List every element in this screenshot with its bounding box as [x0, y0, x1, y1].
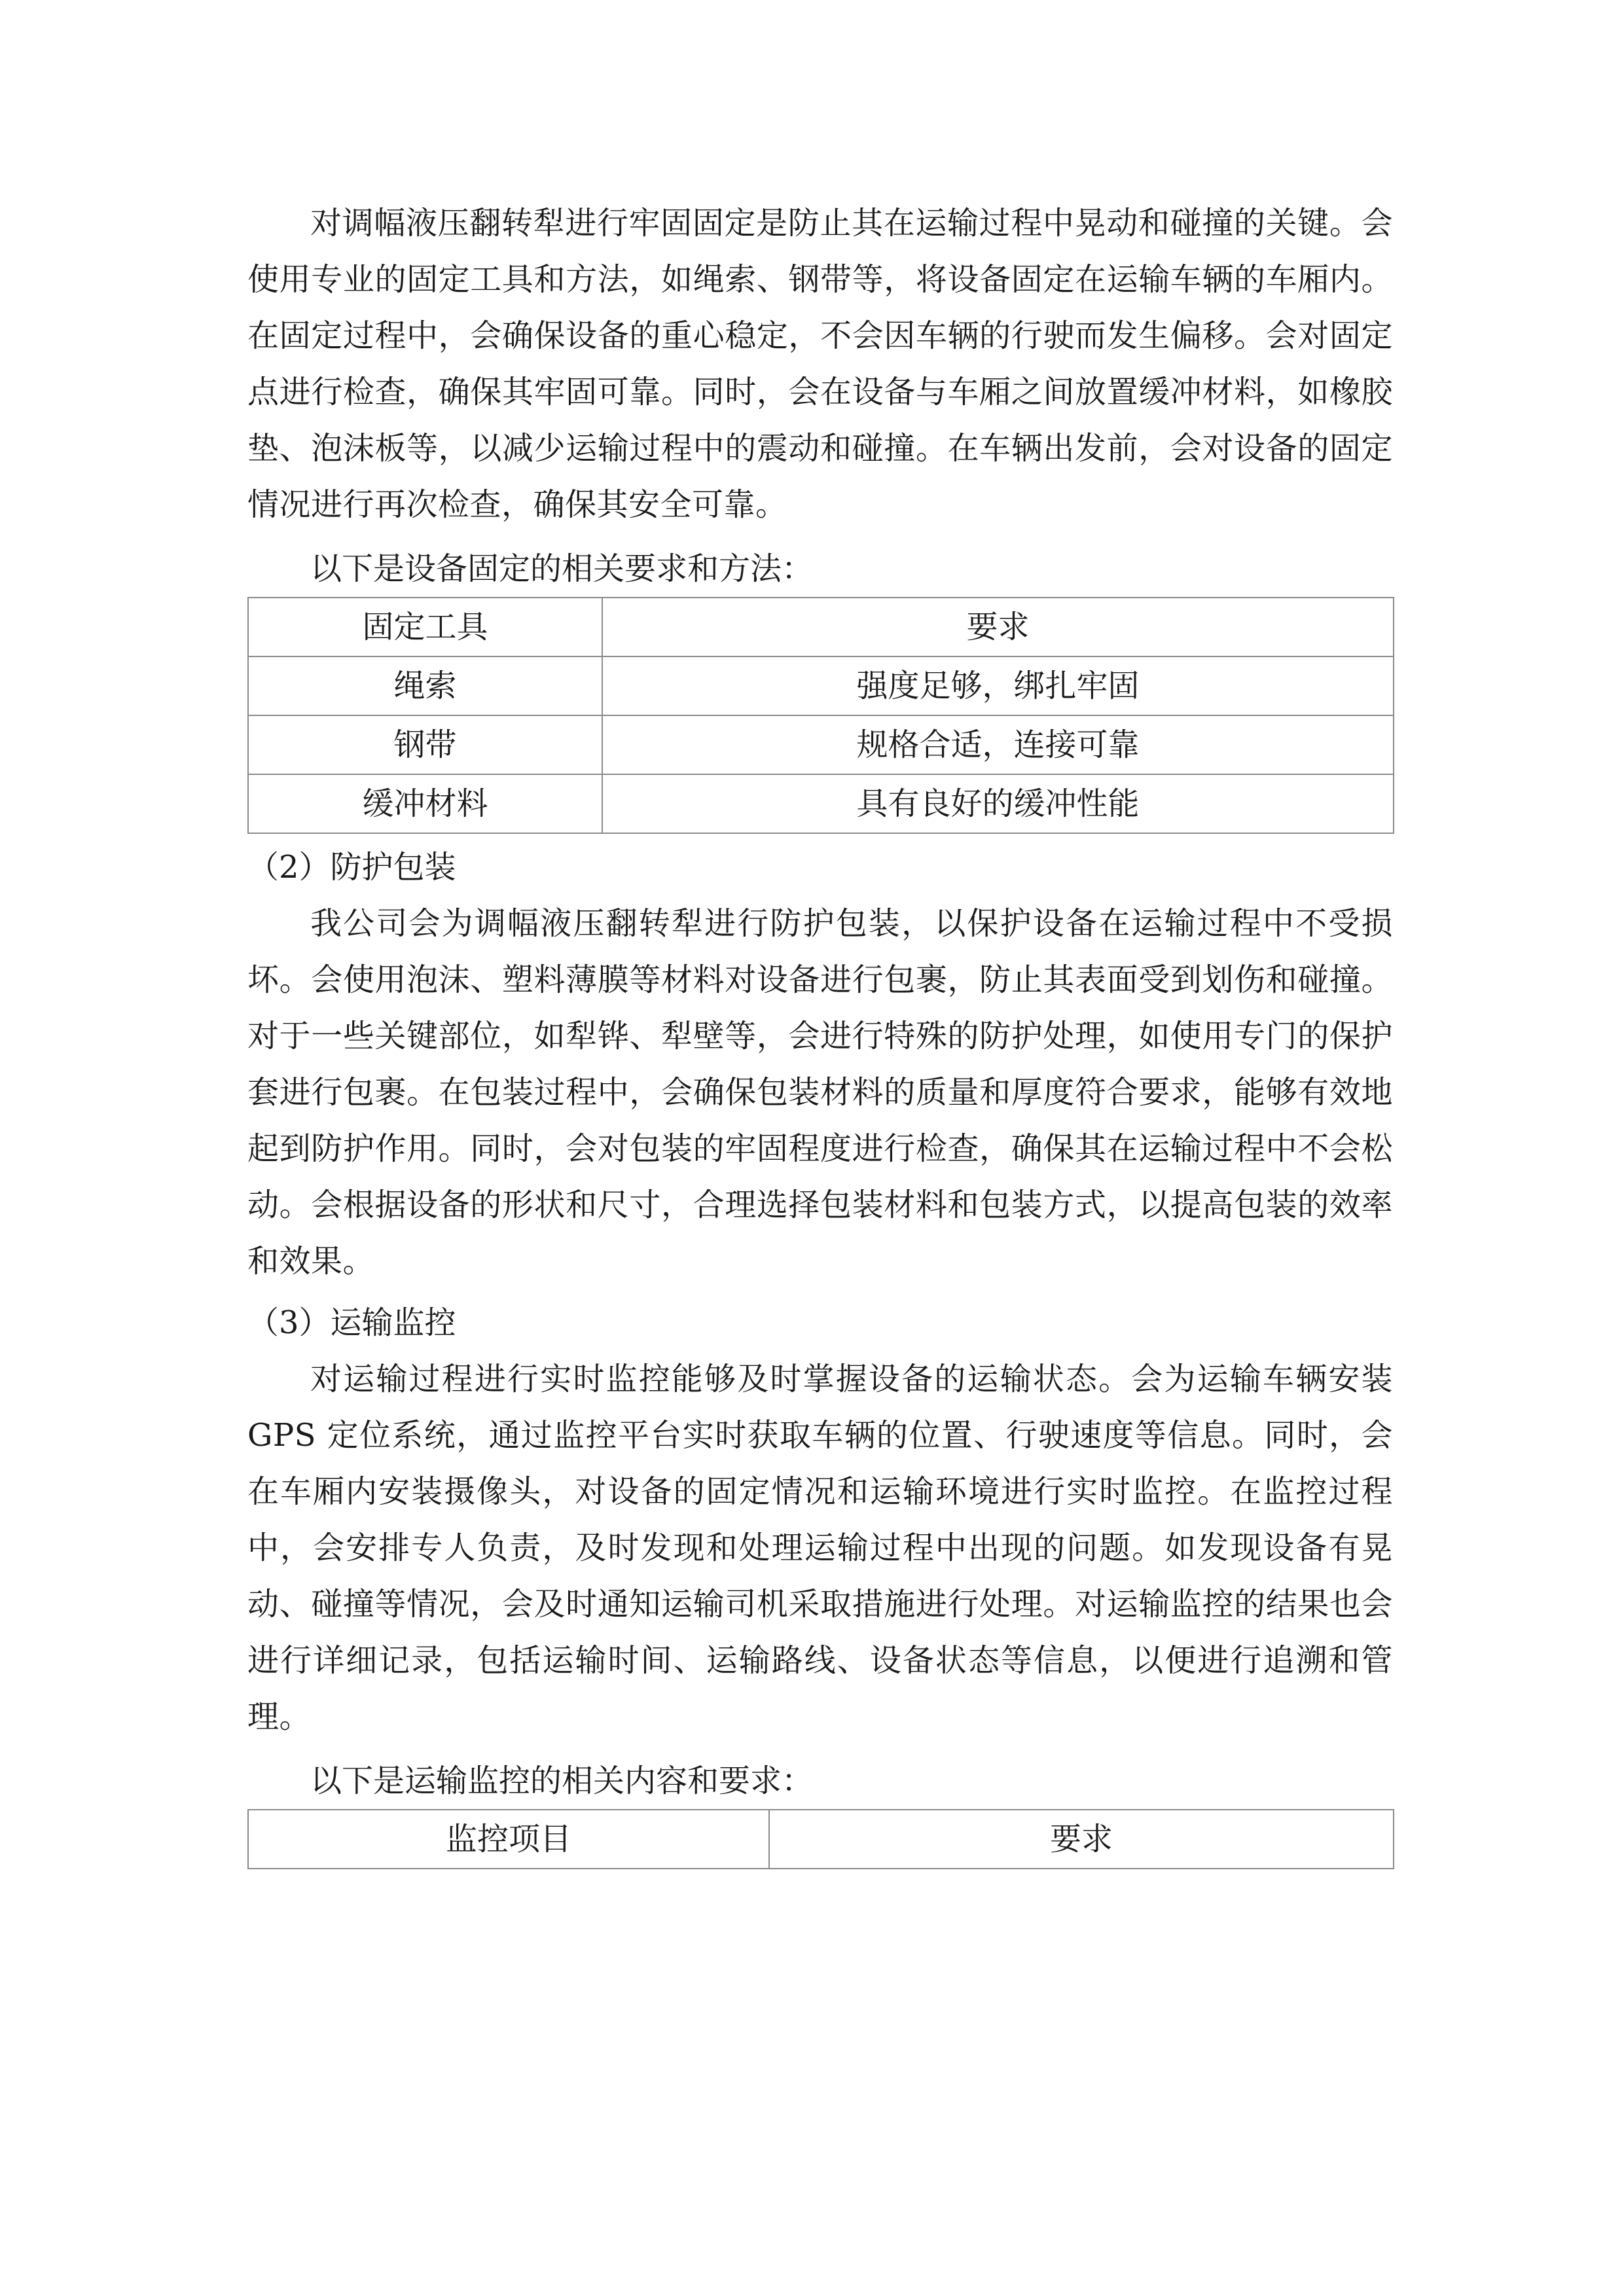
table-header-cell: 固定工具: [248, 598, 602, 656]
table-header-cell: 要求: [769, 1810, 1394, 1869]
table-cell: 规格合适，连接可靠: [602, 715, 1394, 774]
table-header-row: [248, 598, 1394, 656]
fixing-paragraph: 对调幅液压翻转犁进行牢固固定是防止其在运输过程中晃动和碰撞的关键。会使用专业的固定工具和方法，如绳索、钢带等，将设备固定在运输车辆的车厢内。在固定过程中，会确保设备的重心稳定，不会因车辆的行驶而发生偏移。会对固定点进行检查，确保其牢固可靠。同时，会在设备与车厢之间放置缓冲材料，如橡胶垫、泡沫板等，以减少运输过程中的震动和碰撞。在车辆出发前，会对设备的固定情况进行再次检查，确保其安全可靠。: [247, 205, 1393, 523]
table-row: [248, 774, 1394, 833]
table-cell: 绳索: [248, 656, 602, 715]
table-cell: 缓冲材料: [248, 774, 602, 833]
monitoring-requirements-table: [247, 1809, 1394, 1869]
table-header-cell: 监控项目: [248, 1810, 769, 1869]
table-cell: 钢带: [248, 715, 602, 774]
transport-monitoring-heading: （3）运输监控: [247, 1304, 456, 1341]
table-header-cell: 要求: [602, 598, 1394, 656]
fixing-table-intro: 以下是设备固定的相关要求和方法：: [310, 550, 814, 587]
document-body: [247, 195, 1393, 1869]
table-cell: 具有良好的缓冲性能: [602, 774, 1394, 833]
table-row: [248, 715, 1394, 774]
protective-packaging-heading: （2）防护包装: [247, 849, 456, 886]
fixing-requirements-table: [247, 597, 1394, 834]
table-row: [248, 656, 1394, 715]
monitoring-paragraph: 对运输过程进行实时监控能够及时掌握设备的运输状态。会为运输车辆安装 GPS 定位系统，通过监控平台实时获取车辆的位置、行驶速度等信息。同时，会在车厢内安装摄像头，对设备的固定情况和运输环境进行实时监控。在监控过程中，会安排专人负责，及时发现和处理运输过程中出现的问题。如发现设备有晃动、碰撞等情况，会及时通知运输司机采取措施进行处理。对运输监控的结果也会进行详细记录，包括运输时间、运输路线、设备状态等信息，以便进行追溯和管理。: [247, 1361, 1393, 1735]
table-header-row: [248, 1810, 1394, 1869]
table-cell: 强度足够，绑扎牢固: [602, 656, 1394, 715]
monitoring-table-intro: 以下是运输监控的相关内容和要求：: [310, 1763, 814, 1799]
packaging-paragraph: 我公司会为调幅液压翻转犁进行防护包装，以保护设备在运输过程中不受损坏。会使用泡沫、塑料薄膜等材料对设备进行包裹，防止其表面受到划伤和碰撞。对于一些关键部位，如犁铧、犁壁等，会进行特殊的防护处理，如使用专门的保护套进行包裹。在包装过程中，会确保包装材料的质量和厚度符合要求，能够有效地起到防护作用。同时，会对包装的牢固程度进行检查，确保其在运输过程中不会松动。会根据设备的形状和尺寸，合理选择包装材料和包装方式，以提高包装的效率和效果。: [247, 905, 1393, 1280]
